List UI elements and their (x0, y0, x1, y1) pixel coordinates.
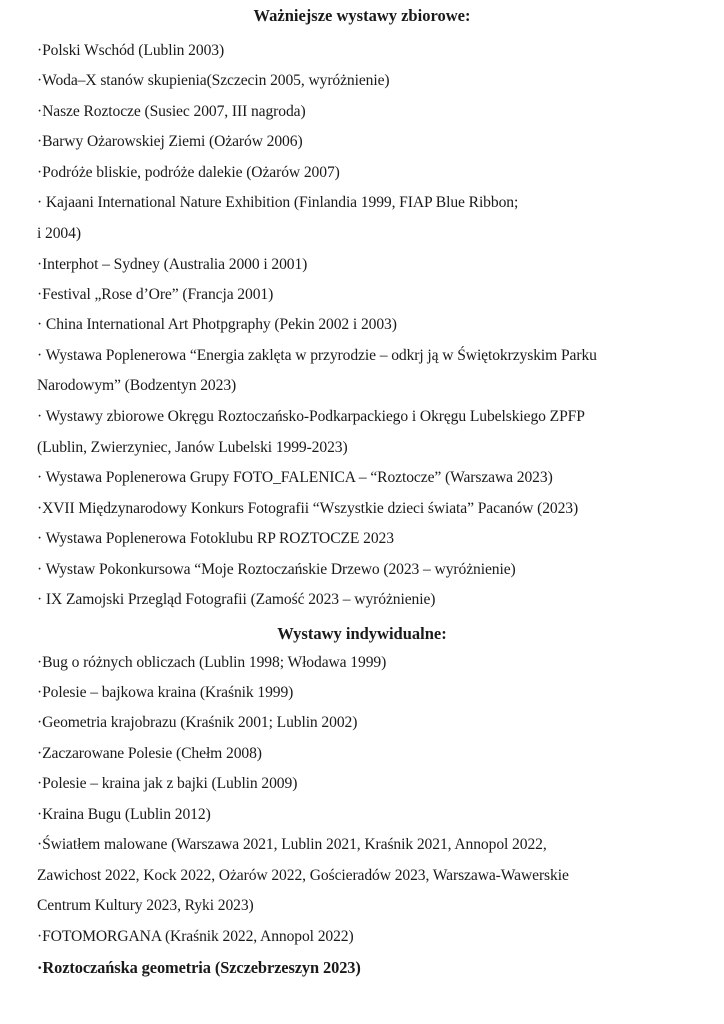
collective-line: ·XVII Międzynarodowy Konkurs Fotografii “Wszystkie dzieci świata” Pacanów (2023) (37, 500, 579, 517)
individual-line: ·Kraina Bugu (Lublin 2012) (37, 806, 211, 823)
collective-line: ·Woda–X stanów skupienia(Szczecin 2005, wyróżnienie) (37, 72, 390, 89)
individual-line: ·Światłem malowane (Warszawa 2021, Lublin 2021, Kraśnik 2021, Annopol 2022, (37, 836, 547, 853)
individual-line: Zawichost 2022, Kock 2022, Ożarów 2022, Gościeradów 2023, Warszawa-Wawerskie (37, 867, 569, 884)
collective-exhibitions-heading: Ważniejsze wystawy zbiorowe: (253, 6, 471, 25)
collective-line: · China International Art Photpgraphy (Pekin 2002 i 2003) (37, 316, 397, 333)
collective-line: · Wystawy zbiorowe Okręgu Roztoczańsko-Podkarpackiego i Okręgu Lubelskiego ZPFP (37, 408, 585, 425)
individual-line: ·Polesie – bajkowa kraina (Kraśnik 1999) (37, 684, 294, 701)
collective-line: ·Festival „Rose d’Ore” (Francja 2001) (37, 286, 274, 303)
collective-line: · IX Zamojski Przegląd Fotografii (Zamość 2023 – wyróżnienie) (37, 591, 436, 608)
collective-line: · Wystawa Poplenerowa Fotoklubu RP ROZTOCZE 2023 (37, 530, 394, 547)
collective-line: ·Podróże bliskie, podróże dalekie (Ożarów 2007) (37, 164, 340, 181)
collective-line: ·Interphot – Sydney (Australia 2000 i 2001) (37, 256, 308, 273)
collective-line: ·Polski Wschód (Lublin 2003) (37, 42, 225, 59)
collective-line: · Wystaw Pokonkursowa “Moje Roztoczańskie Drzewo (2023 – wyróżnienie) (37, 561, 516, 578)
collective-line: · Kajaani International Nature Exhibition (Finlandia 1999, FIAP Blue Ribbon; (37, 194, 519, 211)
collective-line: i 2004) (37, 225, 81, 242)
individual-line: Centrum Kultury 2023, Ryki 2023) (37, 897, 254, 914)
collective-line: ·Nasze Roztocze (Susiec 2007, III nagroda) (37, 103, 306, 120)
collective-line: · Wystawa Poplenerowa Grupy FOTO_FALENICA – “Roztocze” (Warszawa 2023) (37, 469, 553, 486)
collective-line: Narodowym” (Bodzentyn 2023) (37, 377, 237, 394)
individual-exhibitions-heading: Wystawy indywidualne: (277, 624, 447, 643)
collective-line: (Lublin, Zwierzyniec, Janów Lubelski 1999-2023) (37, 439, 348, 456)
individual-line-highlighted: ·Roztoczańska geometria (Szczebrzeszyn 2023) (37, 958, 361, 977)
individual-line: ·Zaczarowane Polesie (Chełm 2008) (37, 745, 262, 762)
individual-line: ·FOTOMORGANA (Kraśnik 2022, Annopol 2022) (37, 928, 354, 945)
individual-line: ·Bug o różnych obliczach (Lublin 1998; Włodawa 1999) (37, 654, 387, 671)
collective-line: · Wystawa Poplenerowa “Energia zaklęta w przyrodzie – odkrj ją w Świętokrzyskim Parku (37, 347, 597, 364)
collective-line: ·Barwy Ożarowskiej Ziemi (Ożarów 2006) (37, 133, 303, 150)
individual-line: ·Geometria krajobrazu (Kraśnik 2001; Lublin 2002) (37, 714, 358, 731)
individual-line: ·Polesie – kraina jak z bajki (Lublin 2009) (37, 775, 298, 792)
